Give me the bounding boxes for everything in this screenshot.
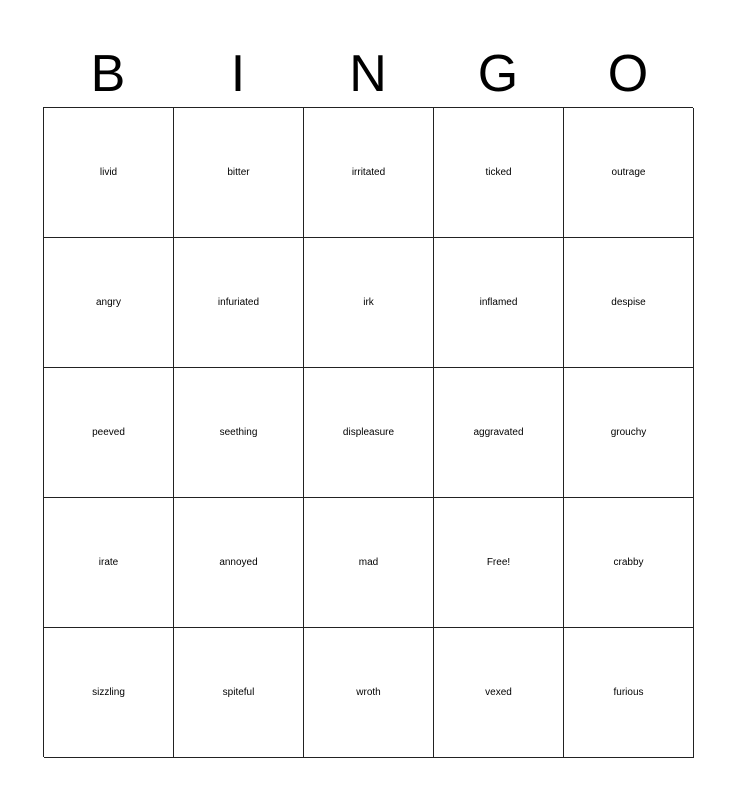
bingo-cell[interactable]: spiteful — [174, 628, 304, 758]
bingo-cell[interactable]: ticked — [434, 108, 564, 238]
bingo-cell[interactable]: bitter — [174, 108, 304, 238]
bingo-cell[interactable]: displeasure — [304, 368, 434, 498]
bingo-cell[interactable]: peeved — [44, 368, 174, 498]
header-letter-g: G — [477, 45, 519, 103]
header-letter-o: O — [607, 45, 649, 103]
bingo-cell[interactable]: vexed — [434, 628, 564, 758]
bingo-cell[interactable]: irk — [304, 238, 434, 368]
bingo-cell[interactable]: despise — [564, 238, 694, 368]
bingo-cell[interactable]: livid — [44, 108, 174, 238]
bingo-cell[interactable]: inflamed — [434, 238, 564, 368]
bingo-cell[interactable]: angry — [44, 238, 174, 368]
bingo-cell[interactable]: aggravated — [434, 368, 564, 498]
bingo-cell[interactable]: mad — [304, 498, 434, 628]
bingo-cell[interactable]: wroth — [304, 628, 434, 758]
bingo-cell[interactable]: irate — [44, 498, 174, 628]
bingo-cell[interactable]: furious — [564, 628, 694, 758]
bingo-cell[interactable]: infuriated — [174, 238, 304, 368]
free-space-cell[interactable]: Free! — [434, 498, 564, 628]
bingo-cell[interactable]: outrage — [564, 108, 694, 238]
bingo-board — [43, 107, 693, 757]
header-letter-n: N — [349, 45, 387, 103]
header-letter-b: B — [90, 45, 126, 103]
bingo-cell[interactable]: crabby — [564, 498, 694, 628]
header-letter-i: I — [230, 45, 246, 103]
bingo-cell[interactable]: seething — [174, 368, 304, 498]
bingo-cell[interactable]: sizzling — [44, 628, 174, 758]
bingo-cell[interactable]: grouchy — [564, 368, 694, 498]
bingo-cell[interactable]: irritated — [304, 108, 434, 238]
bingo-header — [43, 40, 693, 106]
bingo-cell[interactable]: annoyed — [174, 498, 304, 628]
